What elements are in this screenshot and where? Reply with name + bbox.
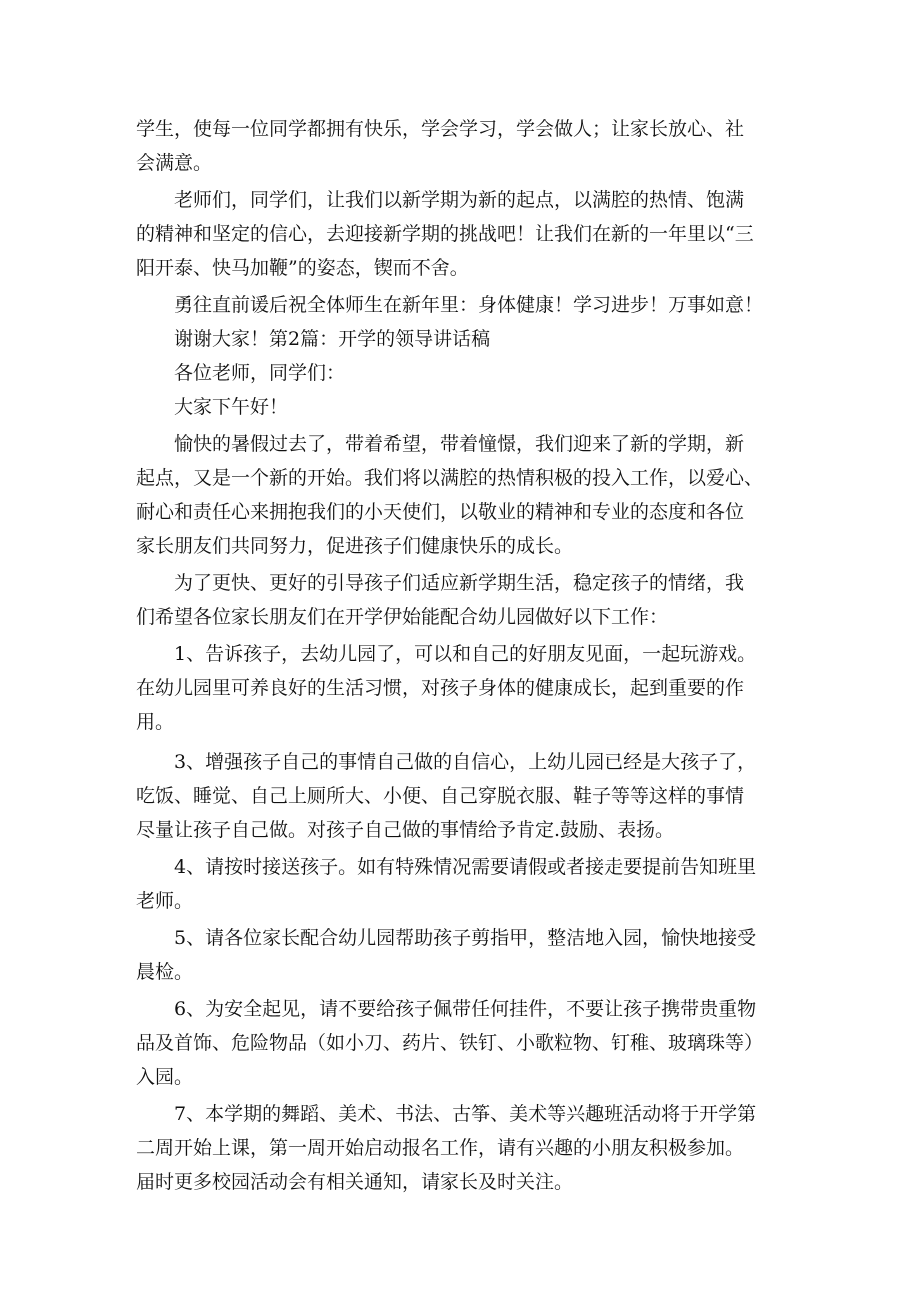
body-line: 勇往直前谖后祝全体师生在新年里：身体健康！学习进步！万事如意！ xyxy=(174,294,764,316)
body-line: 谢谢大家！第2篇：开学的领导讲话稿 xyxy=(174,328,491,350)
body-line: 4、请按时接送孩子。如有特殊情况需要请假或者接走要提前告知班里 xyxy=(174,856,757,878)
body-line: 们希望各位家长朋友们在开学伊始能配合幼儿园做好以下工作： xyxy=(136,606,669,628)
body-line: 1、告诉孩子，去幼儿园了，可以和自己的好朋友见面，一起玩游戏。 xyxy=(174,643,757,665)
body-line: 老师。 xyxy=(136,890,194,912)
body-line: 阳开泰、快马加鞭”的姿态，锲而不舍。 xyxy=(136,257,469,279)
body-line: 用。 xyxy=(136,711,175,733)
body-line: 大家下午好！ xyxy=(174,396,289,418)
body-line: 愉快的暑假过去了，带着希望，带着憧憬，我们迎来了新的学期，新 xyxy=(174,433,745,455)
body-line: 学生，使每一位同学都拥有快乐，学会学习，学会做人；让家长放心、社 xyxy=(136,118,745,140)
body-line: 在幼儿园里可养良好的生活习惯，对孩子身体的健康成长，起到重要的作 xyxy=(136,677,745,699)
body-line: 尽量让孩子自己做。对孩子自己做的事情给予肯定.鼓励、表扬。 xyxy=(136,819,675,841)
body-line: 耐心和责任心来拥抱我们的小天使们，以敬业的精神和专业的态度和各位 xyxy=(136,501,745,523)
body-line: 会满意。 xyxy=(136,152,213,174)
body-line: 品及首饰、危险物品（如小刀、药片、铁钉、小歌粒物、钉稚、玻璃珠等） xyxy=(136,1032,764,1054)
body-line: 的精神和坚定的信心，去迎接新学期的挑战吧！让我们在新的一年里以“三 xyxy=(136,223,754,245)
body-line: 起点，又是一个新的开始。我们将以满腔的热情积极的投入工作，以爱心、 xyxy=(136,467,764,489)
body-line: 为了更快、更好的引导孩子们适应新学期生活，稳定孩子的情绪，我 xyxy=(174,572,745,594)
body-line: 3、增强孩子自己的事情自己做的自信心，上幼儿园已经是大孩子了， xyxy=(174,751,757,773)
body-line: 6、为安全起见，请不要给孩子佩带任何挂件，不要让孩子携带贵重物 xyxy=(174,998,757,1020)
body-line: 吃饭、睡觉、自己上厕所大、小便、自己穿脱衣服、鞋子等等这样的事情 xyxy=(136,785,745,807)
body-line: 老师们，同学们，让我们以新学期为新的起点，以满腔的热情、饱满 xyxy=(174,189,745,211)
body-line: 届时更多校园活动会有相关通知，请家长及时关注。 xyxy=(136,1171,574,1193)
body-line: 各位老师，同学们： xyxy=(174,362,346,384)
body-line: 7、本学期的舞蹈、美术、书法、古筝、美术等兴趣班活动将于开学第 xyxy=(174,1103,757,1125)
body-line: 5、请各位家长配合幼儿园帮助孩子剪指甲，整洁地入园，愉快地接受 xyxy=(174,927,757,949)
body-line: 晨检。 xyxy=(136,961,194,983)
document-body xyxy=(136,112,786,1199)
body-line: 二周开始上课，第一周开始启动报名工作，请有兴趣的小朋友积极参加。 xyxy=(136,1137,745,1159)
body-line: 家长朋友们共同努力，促进孩子们健康快乐的成长。 xyxy=(136,535,574,557)
body-line: 入园。 xyxy=(136,1066,194,1088)
